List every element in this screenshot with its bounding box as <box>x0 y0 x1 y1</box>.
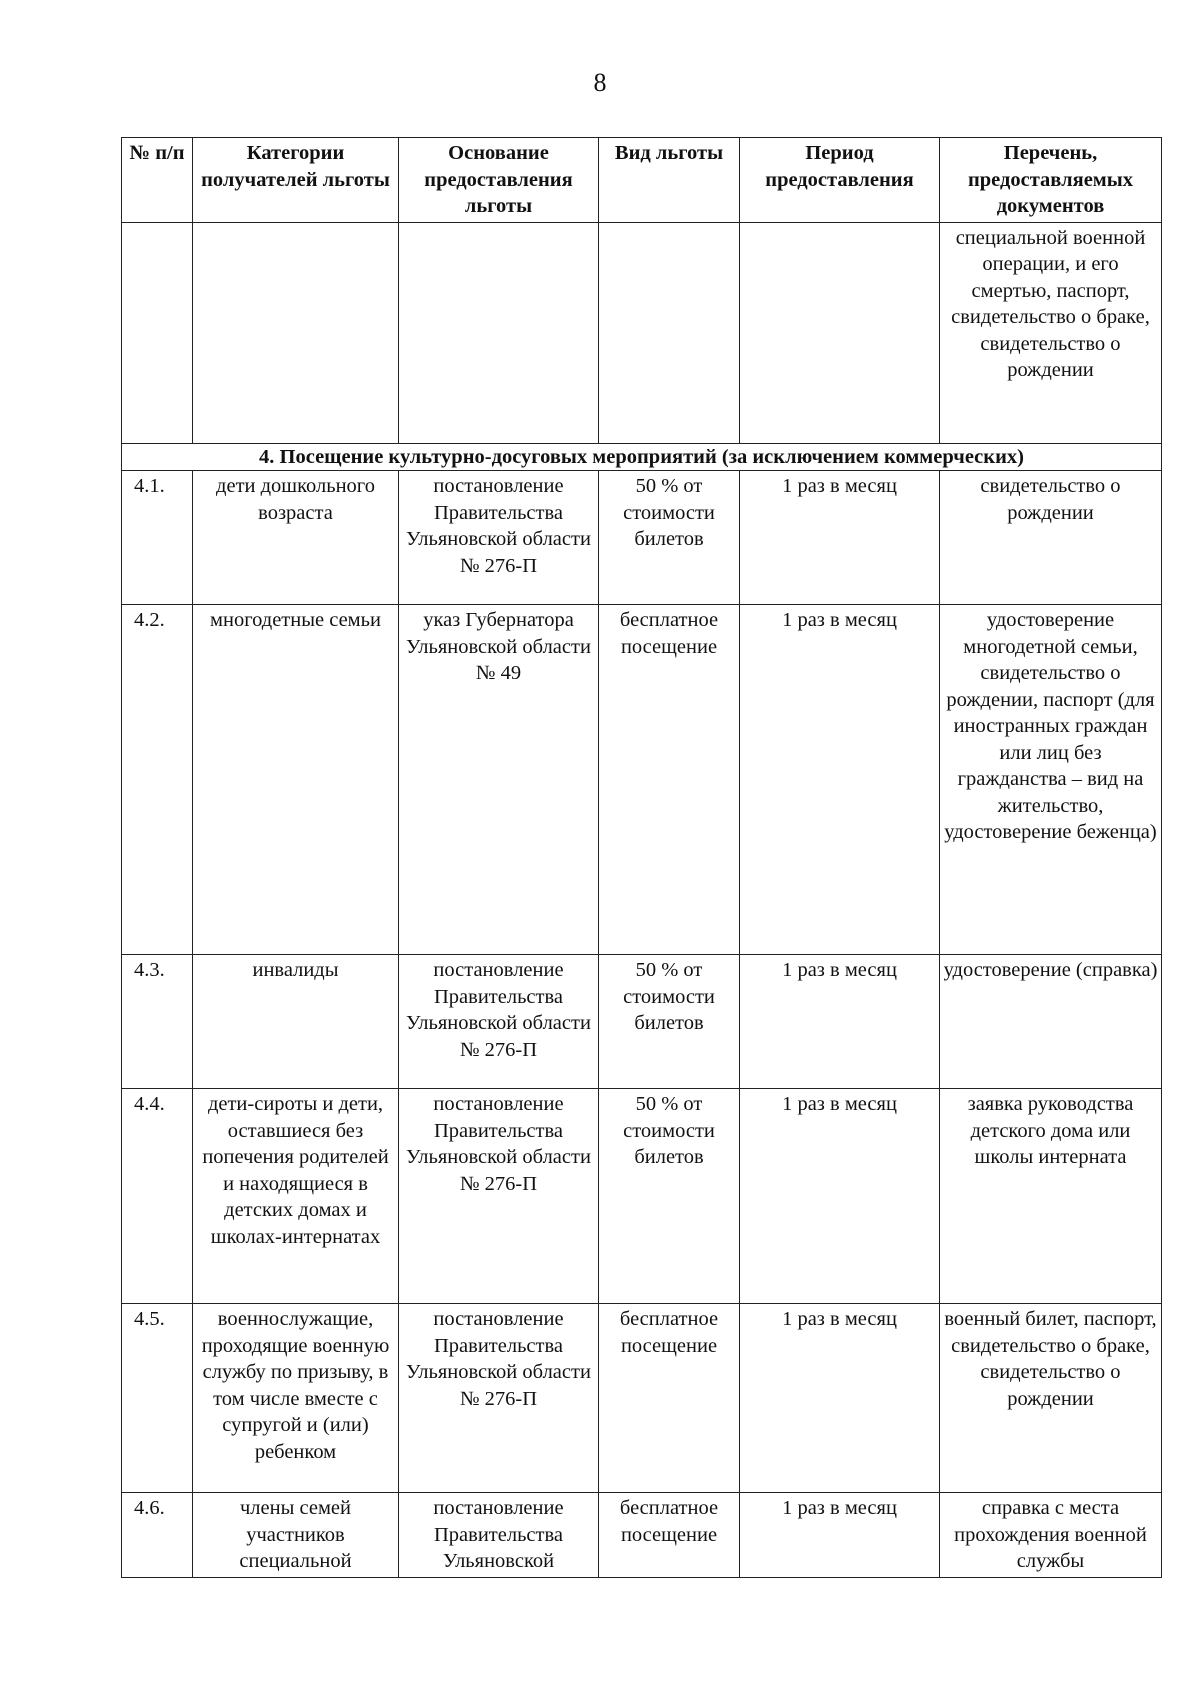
row-period: 1 раз в месяц <box>740 1089 940 1304</box>
row-category: дети дошкольного возраста <box>193 471 399 605</box>
row-category: члены семей участников специальной <box>193 1493 399 1578</box>
row-period: 1 раз в месяц <box>740 1493 940 1578</box>
continuation-row <box>122 222 1162 443</box>
row-type: бесплатное посещение <box>599 605 740 955</box>
row-type: бесплатное посещение <box>599 1493 740 1578</box>
table-row <box>122 1493 1162 1578</box>
row-num: 4.4. <box>122 1089 193 1304</box>
row-documents: удостоверение (справка) <box>940 955 1162 1089</box>
row-documents: удостоверение многодетной семьи, свидетельство о рождении, паспорт (для иностранных граждан или лиц без гражданства – вид на жительство, удостоверение беженца) <box>940 605 1162 955</box>
row-num: 4.2. <box>122 605 193 955</box>
section-row <box>122 443 1162 471</box>
page-number: 8 <box>593 68 607 97</box>
row-documents: военный билет, паспорт, свидетельство о браке, свидетельство о рождении <box>940 1304 1162 1493</box>
row-type: бесплатное посещение <box>599 1304 740 1493</box>
header-type: Вид льготы <box>599 138 740 223</box>
header-period: Период предоставления <box>740 138 940 223</box>
row-period: 1 раз в месяц <box>740 471 940 605</box>
row-category: инвалиды <box>193 955 399 1089</box>
row-period: 1 раз в месяц <box>740 955 940 1089</box>
table-row <box>122 1304 1162 1493</box>
header-num: № п/п <box>122 138 193 223</box>
row-documents: справка с места прохождения военной службы <box>940 1493 1162 1578</box>
benefits-table <box>121 137 1162 1578</box>
table-row <box>122 955 1162 1089</box>
row-documents: заявка руководства детского дома или школы интерната <box>940 1089 1162 1304</box>
row-num: 4.5. <box>122 1304 193 1493</box>
row-type: 50 % от стоимости билетов <box>599 471 740 605</box>
continuation-documents: специальной военной операции, и его смертью, паспорт, свидетельство о браке, свидетельство о рождении <box>940 222 1162 443</box>
header-basis: Основание предоставления льготы <box>399 138 599 223</box>
table-header-row <box>122 138 1162 223</box>
row-category: военнослужащие, проходящие военную службу по призыву, в том числе вместе с супругой и (или) ребенком <box>193 1304 399 1493</box>
table-row <box>122 471 1162 605</box>
row-basis: указ Губернатора Ульяновской области № 49 <box>399 605 599 955</box>
header-category: Категории получателей льготы <box>193 138 399 223</box>
row-basis: постановление Правительства Ульяновской области № 276-П <box>399 471 599 605</box>
header-documents: Перечень, предоставляемых документов <box>940 138 1162 223</box>
section-title: 4. Посещение культурно-досуговых мероприятий (за исключением коммерческих) <box>122 443 1162 471</box>
table-row <box>122 605 1162 955</box>
row-num: 4.1. <box>122 471 193 605</box>
row-category: дети-сироты и дети, оставшиеся без попечения родителей и находящиеся в детских домах и школах-интернатах <box>193 1089 399 1304</box>
row-num: 4.3. <box>122 955 193 1089</box>
row-documents: свидетельство о рождении <box>940 471 1162 605</box>
row-basis: постановление Правительства Ульяновской области № 276-П <box>399 955 599 1089</box>
table-row <box>122 1089 1162 1304</box>
row-period: 1 раз в месяц <box>740 605 940 955</box>
row-basis: постановление Правительства Ульяновской области № 276-П <box>399 1304 599 1493</box>
row-basis: постановление Правительства Ульяновской <box>399 1493 599 1578</box>
row-type: 50 % от стоимости билетов <box>599 955 740 1089</box>
row-type: 50 % от стоимости билетов <box>599 1089 740 1304</box>
row-basis: постановление Правительства Ульяновской области № 276-П <box>399 1089 599 1304</box>
row-num: 4.6. <box>122 1493 193 1578</box>
row-category: многодетные семьи <box>193 605 399 955</box>
row-period: 1 раз в месяц <box>740 1304 940 1493</box>
